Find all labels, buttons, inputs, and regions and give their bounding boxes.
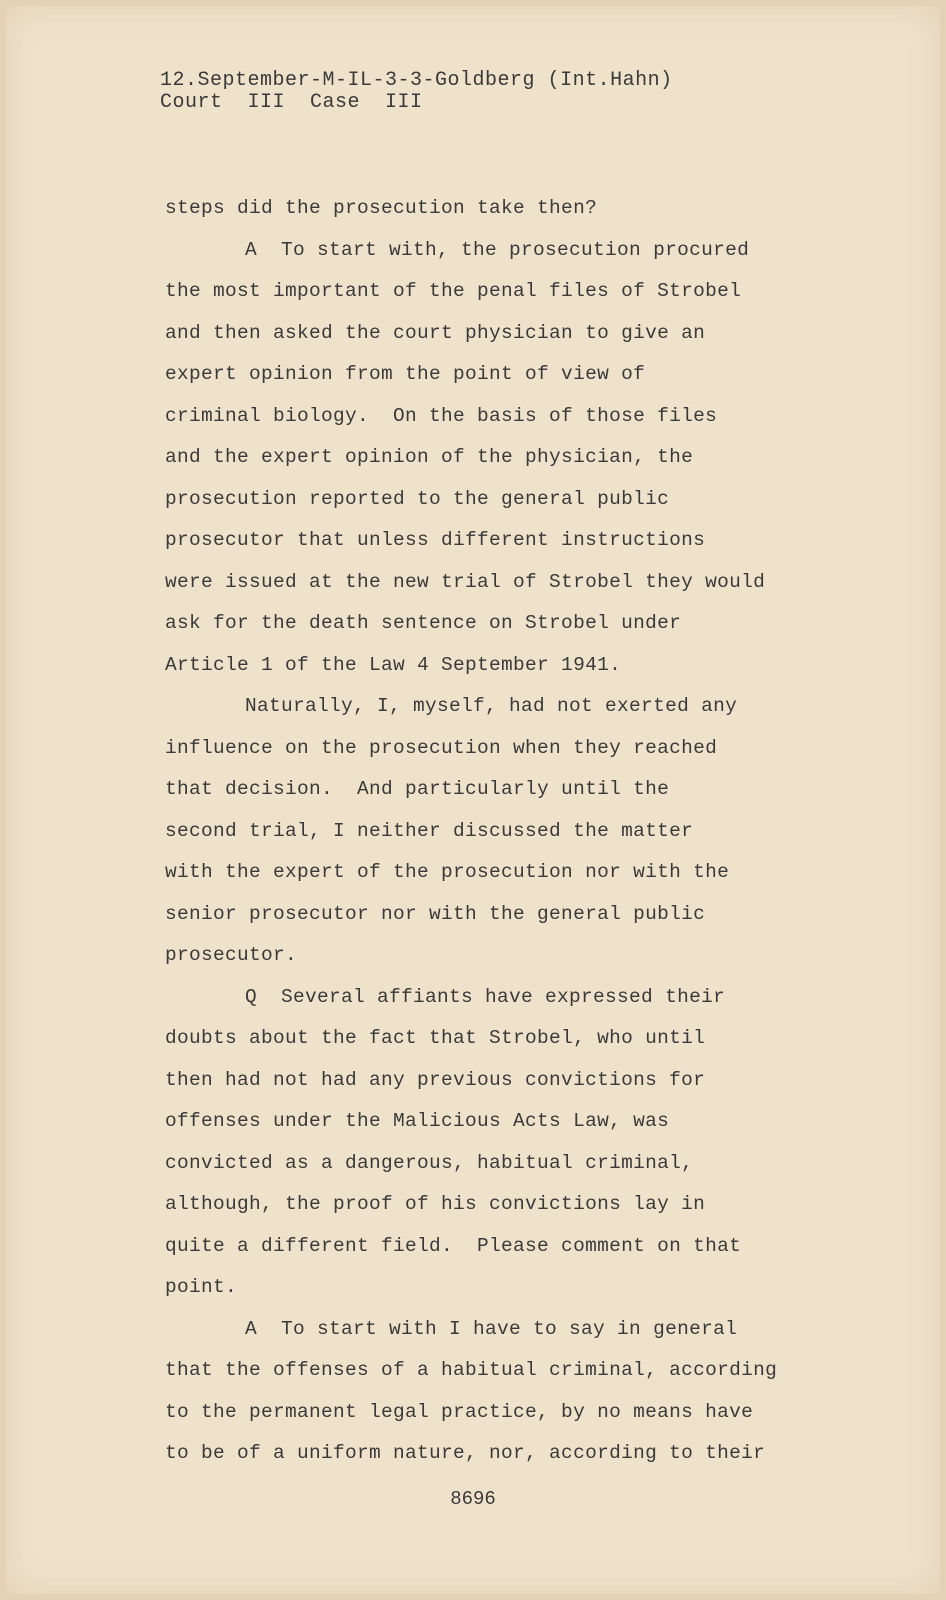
transcript-line: were issued at the new trial of Strobel they would (165, 570, 766, 593)
transcript-line: doubts about the fact that Strobel, who until (165, 1027, 706, 1049)
transcript-line: senior prosecutor nor with the general public (165, 902, 706, 925)
transcript-line: A To start with, the prosecution procured (245, 238, 750, 261)
transcript-line: point. (165, 1276, 238, 1298)
header-court-line: Court III Case III (160, 91, 423, 114)
document-header (160, 70, 673, 114)
transcript-line: criminal biology. On the basis of those files (165, 404, 718, 427)
transcript-line: to the permanent legal practice, by no means have (165, 1400, 754, 1423)
transcript-line: the most important of the penal files of Strobel (165, 280, 742, 302)
transcript-line: steps did the prosecution take then? (165, 197, 598, 219)
transcript-line: offenses under the Malicious Acts Law, was (165, 1110, 670, 1132)
transcript-line: prosecutor that unless different instructions (165, 529, 706, 551)
transcript-line: although, the proof of his convictions lay in (165, 1193, 706, 1215)
transcript-line: expert opinion from the point of view of (165, 363, 646, 385)
transcript-line: Q Several affiants have expressed their (245, 985, 726, 1008)
transcript-line: Naturally, I, myself, had not exerted any (245, 695, 738, 717)
page-number: 8696 (450, 1488, 496, 1510)
transcript-line: with the expert of the prosecution nor with the (165, 861, 730, 883)
transcript-line: that decision. And particularly until the (165, 778, 670, 800)
transcript-line: convicted as a dangerous, habitual criminal, (165, 1151, 694, 1174)
transcript-line: and then asked the court physician to give an (165, 321, 706, 344)
transcript-line: quite a different field. Please comment on that (165, 1234, 742, 1257)
transcript-line: ask for the death sentence on Strobel under (165, 612, 682, 634)
transcript-line: A To start with I have to say in general (245, 1317, 738, 1340)
transcript-line: influence on the prosecution when they reached (165, 736, 718, 759)
transcript-line: then had not had any previous convictions for (165, 1068, 706, 1091)
header-reference-line: 12.September-M-IL-3-3-Goldberg (Int.Hahn) (160, 69, 673, 92)
transcript-body (165, 188, 825, 1475)
transcript-line: prosecutor. (165, 944, 298, 966)
transcript-line: and the expert opinion of the physician, the (165, 446, 694, 468)
transcript-line: second trial, I neither discussed the matter (165, 819, 694, 842)
transcript-line: Article 1 of the Law 4 September 1941. (165, 653, 622, 676)
transcript-line: prosecution reported to the general public (165, 487, 670, 510)
transcript-line: to be of a uniform nature, nor, according to their (165, 1442, 766, 1464)
transcript-line: that the offenses of a habitual criminal, according (165, 1359, 778, 1381)
